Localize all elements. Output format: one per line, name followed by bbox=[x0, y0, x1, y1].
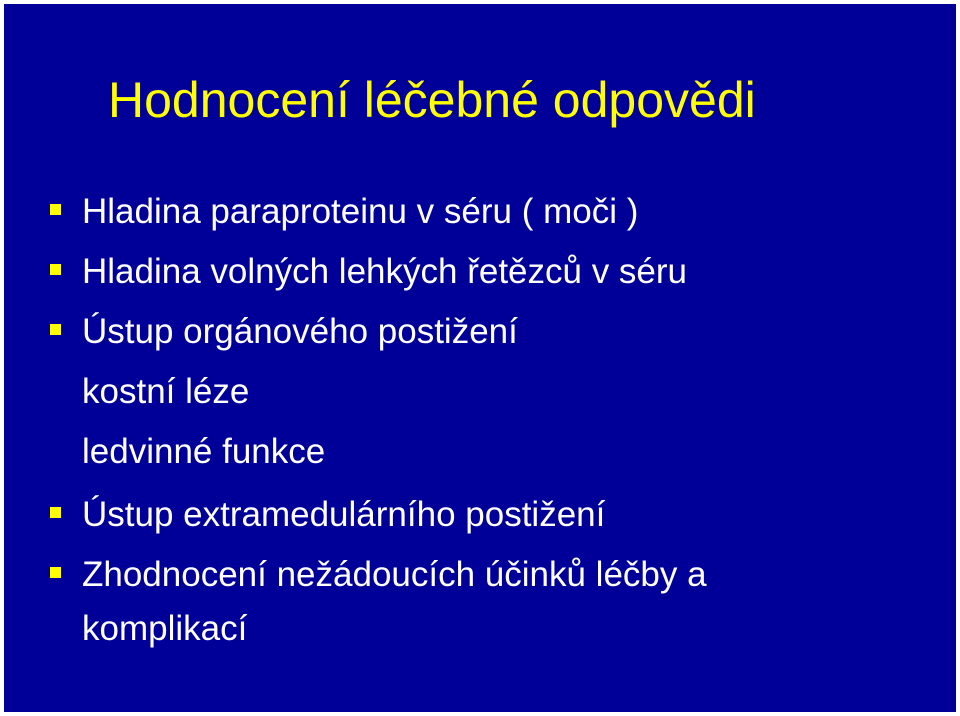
list-item-renal-function: ledvinné funkce bbox=[82, 432, 326, 471]
bullet-square-icon bbox=[50, 204, 61, 215]
bullet-list bbox=[4, 4, 956, 712]
bullet-square-icon bbox=[50, 324, 61, 335]
list-item-extramedullary: Ústup extramedulárního postižení bbox=[82, 495, 606, 534]
list-item-complications: komplikací bbox=[82, 609, 248, 648]
list-item-free-light-chains: Hladina volných lehkých řetězců v séru bbox=[82, 252, 688, 291]
bullet-square-icon bbox=[50, 507, 61, 518]
list-item-organ-involvement: Ústup orgánového postižení bbox=[82, 312, 518, 351]
slide bbox=[4, 4, 956, 712]
list-item-paraprotein: Hladina paraproteinu v séru ( moči ) bbox=[82, 192, 639, 231]
bullet-square-icon bbox=[50, 264, 61, 275]
slide-title: Hodnocení léčebné odpovědi bbox=[108, 72, 756, 128]
bullet-square-icon bbox=[50, 567, 61, 578]
list-item-adverse-effects: Zhodnocení nežádoucích účinků léčby a bbox=[82, 555, 707, 594]
list-item-bone-lesions: kostní léze bbox=[82, 372, 250, 411]
